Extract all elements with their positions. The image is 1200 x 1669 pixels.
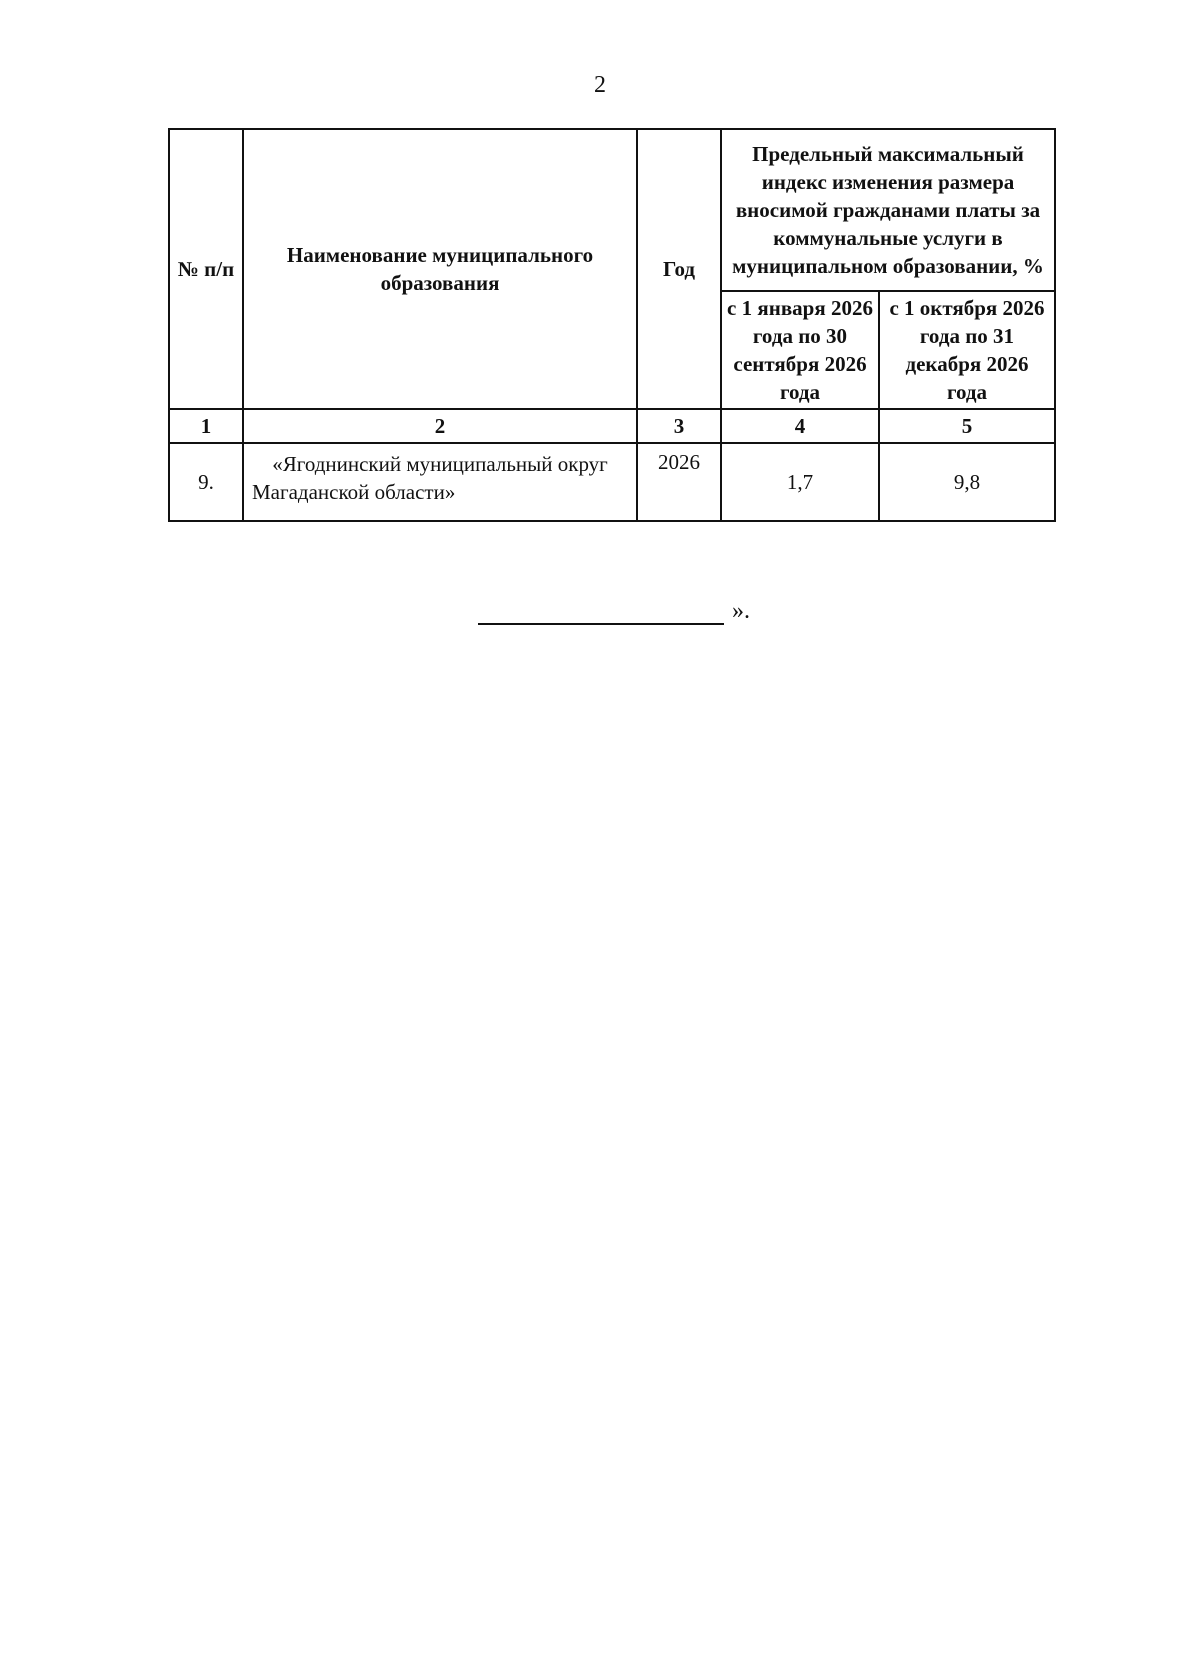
header-index: Предельный максимальный индекс изменения размера вносимой гражданами платы за коммунальные услуги в муниципальном образовании, % — [721, 129, 1055, 291]
table-header-row — [169, 129, 1055, 291]
header-period1: с 1 января 2026 года по 30 сентября 2026 года — [721, 291, 879, 409]
header-num: № п/п — [169, 129, 243, 409]
row-num: 9. — [169, 443, 243, 521]
column-number: 1 — [169, 409, 243, 443]
column-number: 5 — [879, 409, 1055, 443]
closing-rule — [478, 599, 724, 625]
index-table — [168, 128, 1056, 522]
table-row — [169, 443, 1055, 521]
page-number: 2 — [594, 72, 606, 98]
row-name: «Ягоднинский муниципальный округ Магаданской области» — [243, 443, 637, 521]
row-year: 2026 — [637, 443, 721, 521]
closing-line — [478, 598, 758, 625]
closing-mark: ». — [732, 598, 750, 624]
column-number: 4 — [721, 409, 879, 443]
column-number: 2 — [243, 409, 637, 443]
column-number: 3 — [637, 409, 721, 443]
header-name: Наименование муниципального образования — [243, 129, 637, 409]
row-period1: 1,7 — [721, 443, 879, 521]
column-number-row — [169, 409, 1055, 443]
row-period2: 9,8 — [879, 443, 1055, 521]
header-period2: с 1 октября 2026 года по 31 декабря 2026 года — [879, 291, 1055, 409]
header-year: Год — [637, 129, 721, 409]
